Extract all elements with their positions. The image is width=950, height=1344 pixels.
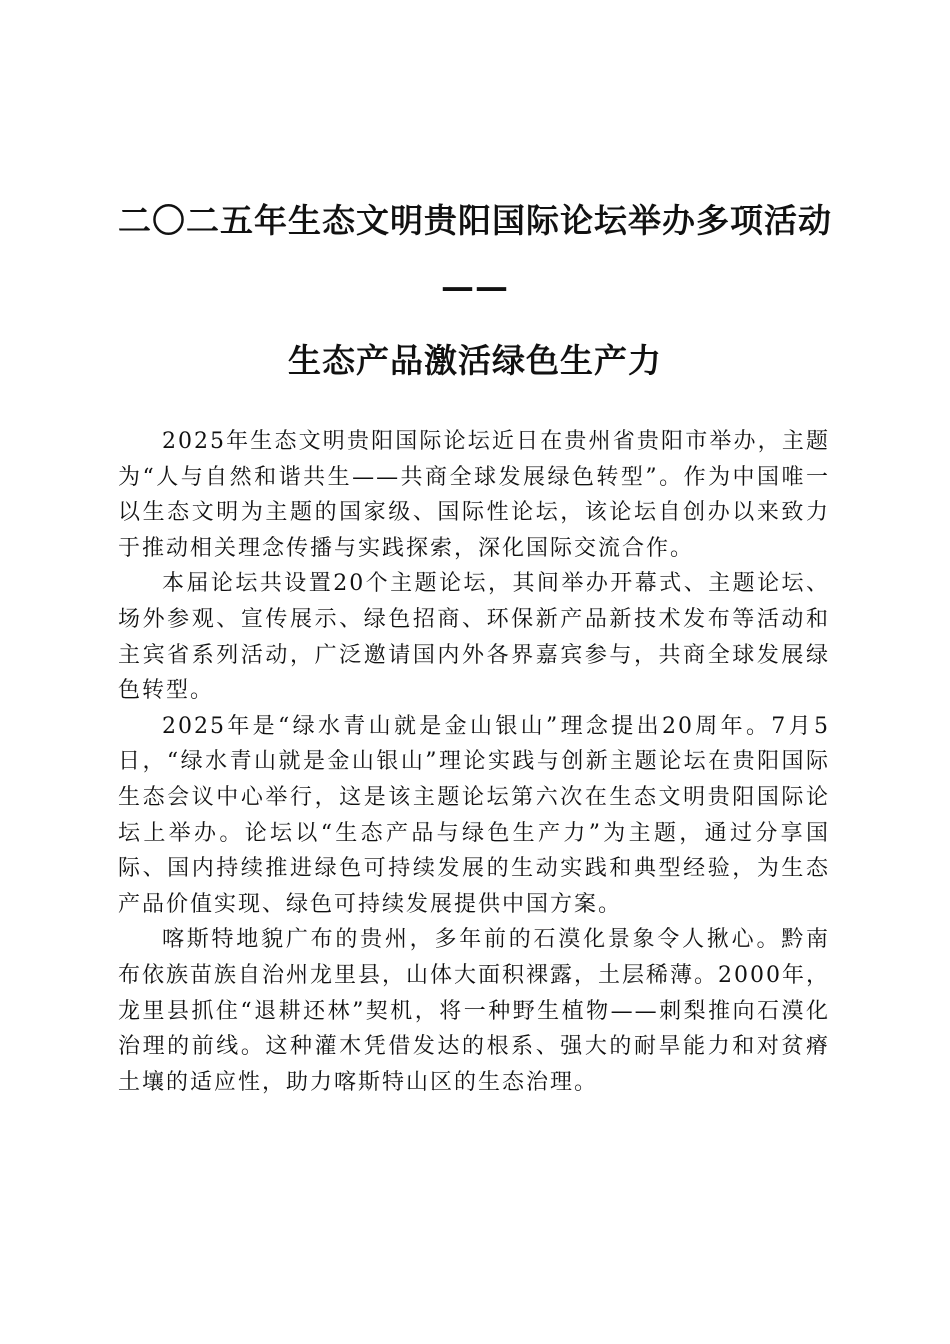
paragraph-4: 喀斯特地貌广布的贵州，多年前的石漠化景象令人揪心。黔南布依族苗族自治州龙里县，山体大面积裸露，土层稀薄。2000年，龙里县抓住“退耕还林”契机，将一种野生植物——刺梨推向石漠化治理的前线。这种灌木凭借发达的根系、强大的耐旱能力和对贫瘠土壤的适应性，助力喀斯特山区的生态治理。 <box>118 927 830 1095</box>
document-subtitle: 生态产品激活绿色生产力 <box>288 341 662 380</box>
paragraph-1: 2025年生态文明贵阳国际论坛近日在贵州省贵阳市举办，主题为“人与自然和谐共生——共商全球发展绿色转型”。作为中国唯一以生态文明为主题的国家级、国际性论坛，该论坛自创办以来致力于推动相关理念传播与实践探索，深化国际交流合作。 <box>118 429 830 561</box>
document-body <box>118 424 830 1100</box>
document-title: 二〇二五年生态文明贵阳国际论坛举办多项活动—— <box>118 201 832 306</box>
paragraph-3: 2025年是“绿水青山就是金山银山”理念提出20周年。7月5日，“绿水青山就是金山银山”理论实践与创新主题论坛在贵阳国际生态会议中心举行，这是该主题论坛第六次在生态文明贵阳国际论坛上举办。论坛以“生态产品与绿色生产力”为主题，通过分享国际、国内持续推进绿色可持续发展的生动实践和典型经验，为生态产品价值实现、绿色可持续发展提供中国方案。 <box>118 713 830 917</box>
paragraph-2: 本届论坛共设置20个主题论坛，其间举办开幕式、主题论坛、场外参观、宣传展示、绿色招商、环保新产品新技术发布等活动和主宾省系列活动，广泛邀请国内外各界嘉宾参与，共商全球发展绿色转型。 <box>118 571 830 704</box>
